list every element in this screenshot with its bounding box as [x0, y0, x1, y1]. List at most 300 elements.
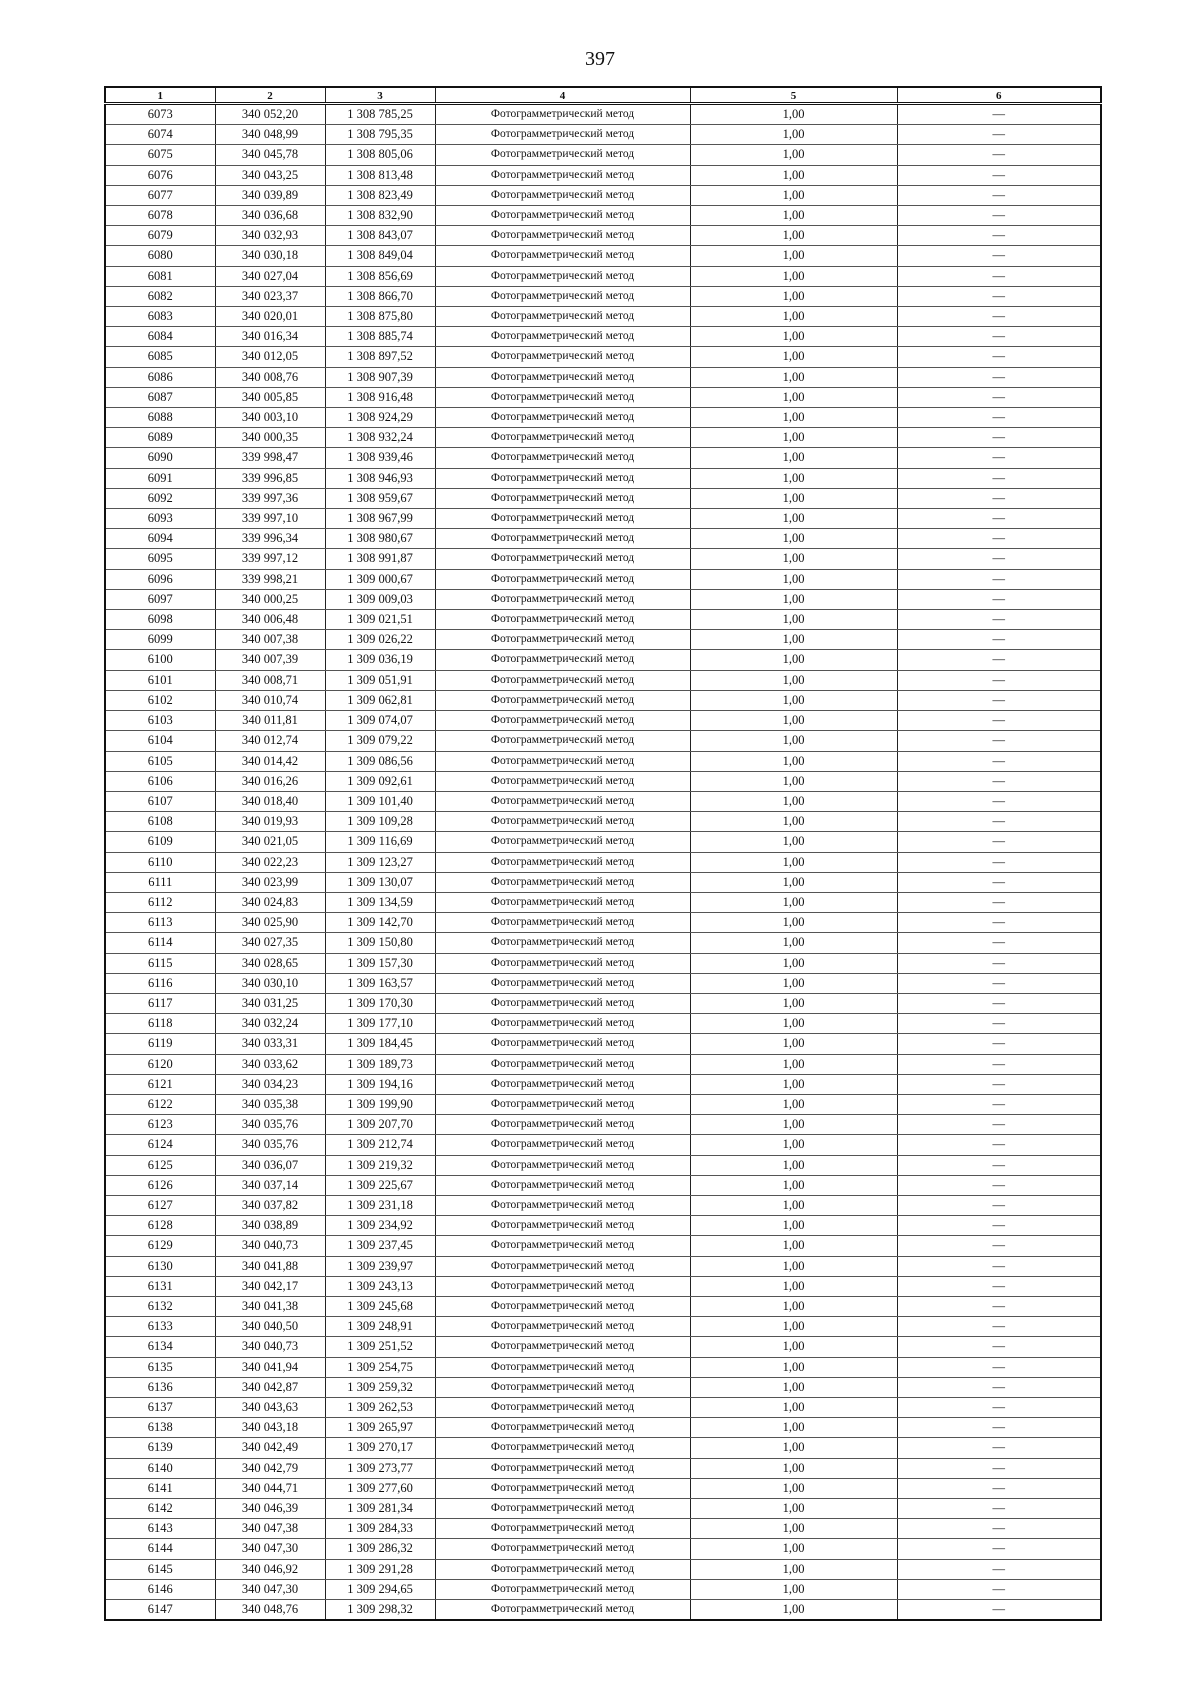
point-number-cell: 6122 — [105, 1094, 215, 1114]
method-cell: Фотограмметрический метод — [435, 347, 690, 367]
description-cell: — — [897, 1054, 1101, 1074]
y-coordinate-cell: 1 309 157,30 — [325, 953, 435, 973]
description-cell: — — [897, 104, 1101, 125]
y-coordinate-cell: 1 309 294,65 — [325, 1579, 435, 1599]
point-number-cell: 6083 — [105, 307, 215, 327]
method-cell: Фотограмметрический метод — [435, 953, 690, 973]
x-coordinate-cell: 339 997,12 — [215, 549, 325, 569]
description-cell: — — [897, 1559, 1101, 1579]
table-row — [105, 286, 1101, 306]
accuracy-cell: 1,00 — [690, 610, 897, 630]
accuracy-cell: 1,00 — [690, 286, 897, 306]
y-coordinate-cell: 1 309 284,33 — [325, 1519, 435, 1539]
accuracy-cell: 1,00 — [690, 832, 897, 852]
point-number-cell: 6141 — [105, 1478, 215, 1498]
y-coordinate-cell: 1 308 813,48 — [325, 165, 435, 185]
accuracy-cell: 1,00 — [690, 1195, 897, 1215]
point-number-cell: 6104 — [105, 731, 215, 751]
method-cell: Фотограмметрический метод — [435, 104, 690, 125]
y-coordinate-cell: 1 308 980,67 — [325, 529, 435, 549]
accuracy-cell: 1,00 — [690, 852, 897, 872]
accuracy-cell: 1,00 — [690, 1115, 897, 1135]
accuracy-cell: 1,00 — [690, 1256, 897, 1276]
x-coordinate-cell: 339 996,85 — [215, 468, 325, 488]
point-number-cell: 6093 — [105, 509, 215, 529]
x-coordinate-cell: 340 020,01 — [215, 307, 325, 327]
y-coordinate-cell: 1 309 101,40 — [325, 791, 435, 811]
description-cell: — — [897, 610, 1101, 630]
x-coordinate-cell: 340 030,10 — [215, 973, 325, 993]
description-cell: — — [897, 690, 1101, 710]
method-cell: Фотограмметрический метод — [435, 165, 690, 185]
y-coordinate-cell: 1 309 189,73 — [325, 1054, 435, 1074]
description-cell: — — [897, 812, 1101, 832]
table-row — [105, 650, 1101, 670]
accuracy-cell: 1,00 — [690, 1357, 897, 1377]
point-number-cell: 6082 — [105, 286, 215, 306]
accuracy-cell: 1,00 — [690, 529, 897, 549]
column-header-5: 5 — [690, 87, 897, 104]
y-coordinate-cell: 1 309 000,67 — [325, 569, 435, 589]
accuracy-cell: 1,00 — [690, 670, 897, 690]
point-number-cell: 6138 — [105, 1418, 215, 1438]
table-row — [105, 1337, 1101, 1357]
description-cell: — — [897, 1317, 1101, 1337]
accuracy-cell: 1,00 — [690, 731, 897, 751]
accuracy-cell: 1,00 — [690, 711, 897, 731]
x-coordinate-cell: 340 041,88 — [215, 1256, 325, 1276]
y-coordinate-cell: 1 309 273,77 — [325, 1458, 435, 1478]
point-number-cell: 6088 — [105, 408, 215, 428]
x-coordinate-cell: 340 042,79 — [215, 1458, 325, 1478]
x-coordinate-cell: 340 030,18 — [215, 246, 325, 266]
accuracy-cell: 1,00 — [690, 1458, 897, 1478]
accuracy-cell: 1,00 — [690, 428, 897, 448]
y-coordinate-cell: 1 309 219,32 — [325, 1155, 435, 1175]
method-cell: Фотограмметрический метод — [435, 1377, 690, 1397]
point-number-cell: 6134 — [105, 1337, 215, 1357]
description-cell: — — [897, 307, 1101, 327]
point-number-cell: 6112 — [105, 892, 215, 912]
accuracy-cell: 1,00 — [690, 933, 897, 953]
point-number-cell: 6078 — [105, 206, 215, 226]
y-coordinate-cell: 1 309 298,32 — [325, 1600, 435, 1621]
accuracy-cell: 1,00 — [690, 1276, 897, 1296]
x-coordinate-cell: 340 011,81 — [215, 711, 325, 731]
table-row — [105, 206, 1101, 226]
accuracy-cell: 1,00 — [690, 751, 897, 771]
description-cell: — — [897, 1256, 1101, 1276]
method-cell: Фотограмметрический метод — [435, 711, 690, 731]
x-coordinate-cell: 340 023,37 — [215, 286, 325, 306]
method-cell: Фотограмметрический метод — [435, 185, 690, 205]
description-cell: — — [897, 933, 1101, 953]
y-coordinate-cell: 1 308 959,67 — [325, 488, 435, 508]
description-cell: — — [897, 226, 1101, 246]
table-row — [105, 1276, 1101, 1296]
method-cell: Фотограмметрический метод — [435, 610, 690, 630]
table-row — [105, 913, 1101, 933]
x-coordinate-cell: 340 006,48 — [215, 610, 325, 630]
point-number-cell: 6110 — [105, 852, 215, 872]
table-row — [105, 1014, 1101, 1034]
x-coordinate-cell: 340 043,18 — [215, 1418, 325, 1438]
accuracy-cell: 1,00 — [690, 791, 897, 811]
column-header-1: 1 — [105, 87, 215, 104]
table-row — [105, 993, 1101, 1013]
y-coordinate-cell: 1 309 109,28 — [325, 812, 435, 832]
description-cell: — — [897, 549, 1101, 569]
table-row — [105, 953, 1101, 973]
y-coordinate-cell: 1 309 036,19 — [325, 650, 435, 670]
description-cell: — — [897, 1236, 1101, 1256]
accuracy-cell: 1,00 — [690, 488, 897, 508]
x-coordinate-cell: 340 042,87 — [215, 1377, 325, 1397]
method-cell: Фотограмметрический метод — [435, 1478, 690, 1498]
method-cell: Фотограмметрический метод — [435, 367, 690, 387]
table-row — [105, 509, 1101, 529]
table-row — [105, 1499, 1101, 1519]
y-coordinate-cell: 1 308 823,49 — [325, 185, 435, 205]
x-coordinate-cell: 340 008,71 — [215, 670, 325, 690]
description-cell: — — [897, 1115, 1101, 1135]
method-cell: Фотограмметрический метод — [435, 1458, 690, 1478]
x-coordinate-cell: 340 010,74 — [215, 690, 325, 710]
x-coordinate-cell: 339 998,47 — [215, 448, 325, 468]
x-coordinate-cell: 340 046,39 — [215, 1499, 325, 1519]
y-coordinate-cell: 1 309 142,70 — [325, 913, 435, 933]
point-number-cell: 6139 — [105, 1438, 215, 1458]
method-cell: Фотограмметрический метод — [435, 751, 690, 771]
x-coordinate-cell: 340 040,73 — [215, 1236, 325, 1256]
table-row — [105, 892, 1101, 912]
description-cell: — — [897, 125, 1101, 145]
accuracy-cell: 1,00 — [690, 206, 897, 226]
table-row — [105, 1054, 1101, 1074]
method-cell: Фотограмметрический метод — [435, 630, 690, 650]
x-coordinate-cell: 340 047,30 — [215, 1539, 325, 1559]
y-coordinate-cell: 1 309 170,30 — [325, 993, 435, 1013]
point-number-cell: 6087 — [105, 387, 215, 407]
accuracy-cell: 1,00 — [690, 468, 897, 488]
x-coordinate-cell: 340 036,68 — [215, 206, 325, 226]
accuracy-cell: 1,00 — [690, 1600, 897, 1621]
accuracy-cell: 1,00 — [690, 367, 897, 387]
table-row — [105, 1094, 1101, 1114]
description-cell: — — [897, 771, 1101, 791]
y-coordinate-cell: 1 308 805,06 — [325, 145, 435, 165]
table-row — [105, 812, 1101, 832]
accuracy-cell: 1,00 — [690, 953, 897, 973]
y-coordinate-cell: 1 308 916,48 — [325, 387, 435, 407]
method-cell: Фотограмметрический метод — [435, 125, 690, 145]
description-cell: — — [897, 387, 1101, 407]
y-coordinate-cell: 1 309 245,68 — [325, 1296, 435, 1316]
description-cell: — — [897, 1418, 1101, 1438]
x-coordinate-cell: 340 047,38 — [215, 1519, 325, 1539]
x-coordinate-cell: 340 037,82 — [215, 1195, 325, 1215]
y-coordinate-cell: 1 309 184,45 — [325, 1034, 435, 1054]
description-cell: — — [897, 670, 1101, 690]
x-coordinate-cell: 340 039,89 — [215, 185, 325, 205]
accuracy-cell: 1,00 — [690, 1559, 897, 1579]
accuracy-cell: 1,00 — [690, 973, 897, 993]
description-cell: — — [897, 630, 1101, 650]
accuracy-cell: 1,00 — [690, 1135, 897, 1155]
point-number-cell: 6095 — [105, 549, 215, 569]
accuracy-cell: 1,00 — [690, 1216, 897, 1236]
method-cell: Фотограмметрический метод — [435, 1539, 690, 1559]
description-cell: — — [897, 165, 1101, 185]
y-coordinate-cell: 1 309 086,56 — [325, 751, 435, 771]
description-cell: — — [897, 731, 1101, 751]
y-coordinate-cell: 1 309 177,10 — [325, 1014, 435, 1034]
point-number-cell: 6090 — [105, 448, 215, 468]
accuracy-cell: 1,00 — [690, 771, 897, 791]
y-coordinate-cell: 1 308 885,74 — [325, 327, 435, 347]
point-number-cell: 6143 — [105, 1519, 215, 1539]
method-cell: Фотограмметрический метод — [435, 1195, 690, 1215]
accuracy-cell: 1,00 — [690, 145, 897, 165]
table-row — [105, 347, 1101, 367]
table-row — [105, 1458, 1101, 1478]
table-row — [105, 610, 1101, 630]
point-number-cell: 6107 — [105, 791, 215, 811]
accuracy-cell: 1,00 — [690, 1296, 897, 1316]
y-coordinate-cell: 1 308 785,25 — [325, 104, 435, 125]
x-coordinate-cell: 340 031,25 — [215, 993, 325, 1013]
point-number-cell: 6105 — [105, 751, 215, 771]
y-coordinate-cell: 1 309 270,17 — [325, 1438, 435, 1458]
table-row — [105, 670, 1101, 690]
table-row — [105, 1074, 1101, 1094]
method-cell: Фотограмметрический метод — [435, 1317, 690, 1337]
accuracy-cell: 1,00 — [690, 549, 897, 569]
table-row — [105, 468, 1101, 488]
description-cell: — — [897, 751, 1101, 771]
description-cell: — — [897, 1377, 1101, 1397]
accuracy-cell: 1,00 — [690, 1337, 897, 1357]
y-coordinate-cell: 1 308 875,80 — [325, 307, 435, 327]
point-number-cell: 6118 — [105, 1014, 215, 1034]
description-cell: — — [897, 1034, 1101, 1054]
method-cell: Фотограмметрический метод — [435, 569, 690, 589]
table-row — [105, 185, 1101, 205]
y-coordinate-cell: 1 308 967,99 — [325, 509, 435, 529]
x-coordinate-cell: 340 022,23 — [215, 852, 325, 872]
point-number-cell: 6137 — [105, 1398, 215, 1418]
y-coordinate-cell: 1 309 286,32 — [325, 1539, 435, 1559]
description-cell: — — [897, 1276, 1101, 1296]
table-row — [105, 1438, 1101, 1458]
point-number-cell: 6140 — [105, 1458, 215, 1478]
accuracy-cell: 1,00 — [690, 266, 897, 286]
point-number-cell: 6121 — [105, 1074, 215, 1094]
y-coordinate-cell: 1 309 092,61 — [325, 771, 435, 791]
x-coordinate-cell: 339 997,36 — [215, 488, 325, 508]
method-cell: Фотограмметрический метод — [435, 1579, 690, 1599]
point-number-cell: 6120 — [105, 1054, 215, 1074]
y-coordinate-cell: 1 309 026,22 — [325, 630, 435, 650]
accuracy-cell: 1,00 — [690, 1519, 897, 1539]
y-coordinate-cell: 1 308 897,52 — [325, 347, 435, 367]
y-coordinate-cell: 1 309 009,03 — [325, 589, 435, 609]
y-coordinate-cell: 1 309 021,51 — [325, 610, 435, 630]
method-cell: Фотограмметрический метод — [435, 1357, 690, 1377]
accuracy-cell: 1,00 — [690, 226, 897, 246]
point-number-cell: 6101 — [105, 670, 215, 690]
table-row — [105, 1195, 1101, 1215]
method-cell: Фотограмметрический метод — [435, 771, 690, 791]
accuracy-cell: 1,00 — [690, 1317, 897, 1337]
table-row — [105, 1377, 1101, 1397]
method-cell: Фотограмметрический метод — [435, 650, 690, 670]
method-cell: Фотограмметрический метод — [435, 1034, 690, 1054]
method-cell: Фотограмметрический метод — [435, 1054, 690, 1074]
method-cell: Фотограмметрический метод — [435, 791, 690, 811]
method-cell: Фотограмметрический метод — [435, 1600, 690, 1621]
table-row — [105, 307, 1101, 327]
x-coordinate-cell: 340 042,17 — [215, 1276, 325, 1296]
x-coordinate-cell: 340 003,10 — [215, 408, 325, 428]
point-number-cell: 6111 — [105, 872, 215, 892]
x-coordinate-cell: 340 038,89 — [215, 1216, 325, 1236]
table-row — [105, 549, 1101, 569]
method-cell: Фотограмметрический метод — [435, 408, 690, 428]
method-cell: Фотограмметрический метод — [435, 731, 690, 751]
table-row — [105, 751, 1101, 771]
x-coordinate-cell: 340 034,23 — [215, 1074, 325, 1094]
point-number-cell: 6086 — [105, 367, 215, 387]
description-cell: — — [897, 266, 1101, 286]
x-coordinate-cell: 340 024,83 — [215, 892, 325, 912]
y-coordinate-cell: 1 308 795,35 — [325, 125, 435, 145]
column-header-4: 4 — [435, 87, 690, 104]
y-coordinate-cell: 1 308 924,29 — [325, 408, 435, 428]
method-cell: Фотограмметрический метод — [435, 812, 690, 832]
description-cell: — — [897, 1600, 1101, 1621]
x-coordinate-cell: 340 046,92 — [215, 1559, 325, 1579]
method-cell: Фотограмметрический метод — [435, 468, 690, 488]
description-cell: — — [897, 1398, 1101, 1418]
method-cell: Фотограмметрический метод — [435, 387, 690, 407]
accuracy-cell: 1,00 — [690, 347, 897, 367]
method-cell: Фотограмметрический метод — [435, 206, 690, 226]
table-row — [105, 569, 1101, 589]
point-number-cell: 6092 — [105, 488, 215, 508]
point-number-cell: 6128 — [105, 1216, 215, 1236]
description-cell: — — [897, 1135, 1101, 1155]
x-coordinate-cell: 340 007,39 — [215, 650, 325, 670]
table-row — [105, 266, 1101, 286]
accuracy-cell: 1,00 — [690, 1236, 897, 1256]
accuracy-cell: 1,00 — [690, 812, 897, 832]
point-number-cell: 6131 — [105, 1276, 215, 1296]
method-cell: Фотограмметрический метод — [435, 1519, 690, 1539]
table-row — [105, 428, 1101, 448]
accuracy-cell: 1,00 — [690, 1438, 897, 1458]
method-cell: Фотограмметрический метод — [435, 1115, 690, 1135]
point-number-cell: 6132 — [105, 1296, 215, 1316]
method-cell: Фотограмметрический метод — [435, 509, 690, 529]
accuracy-cell: 1,00 — [690, 650, 897, 670]
table-row — [105, 367, 1101, 387]
description-cell: — — [897, 428, 1101, 448]
point-number-cell: 6103 — [105, 711, 215, 731]
y-coordinate-cell: 1 309 079,22 — [325, 731, 435, 751]
method-cell: Фотограмметрический метод — [435, 1398, 690, 1418]
point-number-cell: 6113 — [105, 913, 215, 933]
point-number-cell: 6127 — [105, 1195, 215, 1215]
description-cell: — — [897, 509, 1101, 529]
table-row — [105, 104, 1101, 125]
method-cell: Фотограмметрический метод — [435, 993, 690, 1013]
x-coordinate-cell: 340 035,76 — [215, 1135, 325, 1155]
x-coordinate-cell: 340 007,38 — [215, 630, 325, 650]
description-cell: — — [897, 347, 1101, 367]
accuracy-cell: 1,00 — [690, 408, 897, 428]
point-number-cell: 6129 — [105, 1236, 215, 1256]
table-row — [105, 933, 1101, 953]
page-number: 397 — [585, 48, 615, 70]
description-cell: — — [897, 448, 1101, 468]
method-cell: Фотограмметрический метод — [435, 145, 690, 165]
y-coordinate-cell: 1 309 074,07 — [325, 711, 435, 731]
table-row — [105, 1135, 1101, 1155]
method-cell: Фотограмметрический метод — [435, 1256, 690, 1276]
table-row — [105, 791, 1101, 811]
x-coordinate-cell: 340 045,78 — [215, 145, 325, 165]
table-row — [105, 973, 1101, 993]
x-coordinate-cell: 340 014,42 — [215, 751, 325, 771]
x-coordinate-cell: 340 021,05 — [215, 832, 325, 852]
method-cell: Фотограмметрический метод — [435, 1337, 690, 1357]
description-cell: — — [897, 1579, 1101, 1599]
description-cell: — — [897, 993, 1101, 1013]
table-row — [105, 1155, 1101, 1175]
accuracy-cell: 1,00 — [690, 307, 897, 327]
description-cell: — — [897, 1519, 1101, 1539]
accuracy-cell: 1,00 — [690, 1499, 897, 1519]
y-coordinate-cell: 1 309 225,67 — [325, 1175, 435, 1195]
point-number-cell: 6102 — [105, 690, 215, 710]
point-number-cell: 6073 — [105, 104, 215, 125]
table-row — [105, 711, 1101, 731]
point-number-cell: 6084 — [105, 327, 215, 347]
description-cell: — — [897, 650, 1101, 670]
coordinates-table — [104, 86, 1102, 1621]
column-header-2: 2 — [215, 87, 325, 104]
method-cell: Фотограмметрический метод — [435, 448, 690, 468]
method-cell: Фотограмметрический метод — [435, 1276, 690, 1296]
x-coordinate-cell: 340 027,04 — [215, 266, 325, 286]
accuracy-cell: 1,00 — [690, 448, 897, 468]
description-cell: — — [897, 327, 1101, 347]
y-coordinate-cell: 1 308 832,90 — [325, 206, 435, 226]
x-coordinate-cell: 339 996,34 — [215, 529, 325, 549]
table-row — [105, 1175, 1101, 1195]
y-coordinate-cell: 1 309 262,53 — [325, 1398, 435, 1418]
point-number-cell: 6142 — [105, 1499, 215, 1519]
accuracy-cell: 1,00 — [690, 1478, 897, 1498]
y-coordinate-cell: 1 309 150,80 — [325, 933, 435, 953]
x-coordinate-cell: 340 000,25 — [215, 589, 325, 609]
method-cell: Фотограмметрический метод — [435, 913, 690, 933]
x-coordinate-cell: 340 023,99 — [215, 872, 325, 892]
point-number-cell: 6109 — [105, 832, 215, 852]
x-coordinate-cell: 340 042,49 — [215, 1438, 325, 1458]
accuracy-cell: 1,00 — [690, 165, 897, 185]
